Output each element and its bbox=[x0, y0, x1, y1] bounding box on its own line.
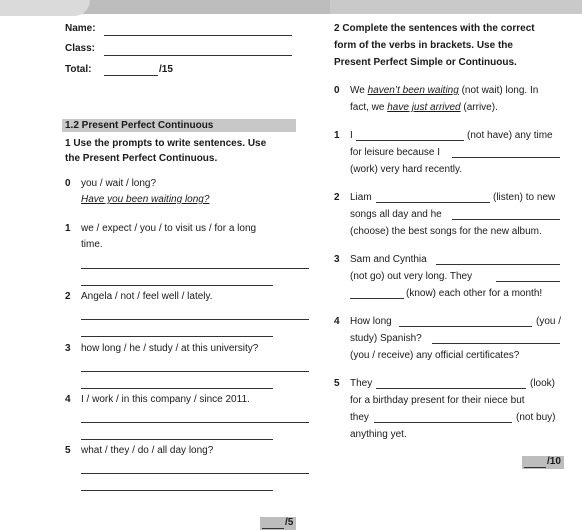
answer-blank[interactable] bbox=[374, 422, 512, 423]
item-prompt: I / work / in this company / since 2011. bbox=[81, 394, 250, 405]
item-prompt: how long / he / study / at this university? bbox=[81, 343, 259, 354]
instruction-1b: the Present Perfect Continuous. bbox=[65, 153, 218, 164]
class-label: Class: bbox=[65, 43, 96, 54]
answer-blank[interactable] bbox=[496, 281, 560, 282]
answer-blank[interactable] bbox=[376, 202, 490, 203]
item-text: for a birthday present for their niece but bbox=[350, 395, 525, 406]
answer-blank[interactable] bbox=[356, 140, 464, 141]
item-number: 4 bbox=[334, 316, 340, 327]
item-text: They bbox=[350, 378, 373, 389]
item-text: they bbox=[350, 412, 369, 423]
answer-line[interactable] bbox=[81, 422, 309, 423]
item-prompt: Angela / not / feel well / lately. bbox=[81, 291, 213, 302]
example-answer: haven’t been waiting bbox=[367, 85, 459, 96]
answer-blank[interactable] bbox=[350, 298, 404, 299]
item-text: (not have) any time bbox=[467, 130, 553, 141]
answer-line[interactable] bbox=[81, 268, 309, 269]
item-text: (you / bbox=[536, 316, 562, 327]
item-number: 5 bbox=[65, 445, 71, 456]
item-number: 1 bbox=[334, 130, 340, 141]
answer-line[interactable] bbox=[81, 336, 273, 337]
example-sentence-continued bbox=[350, 102, 498, 113]
answer-blank[interactable] bbox=[452, 157, 560, 158]
item-text: songs all day and he bbox=[350, 209, 442, 220]
answer-line[interactable] bbox=[81, 319, 309, 320]
total-line[interactable] bbox=[104, 75, 158, 76]
answer-blank[interactable] bbox=[452, 219, 560, 220]
item-text: (choose) the best songs for the new album. bbox=[350, 226, 542, 237]
answer-blank[interactable] bbox=[376, 388, 526, 389]
answer-line[interactable] bbox=[81, 371, 309, 372]
item-number: 3 bbox=[65, 343, 71, 354]
item-number: 0 bbox=[334, 85, 340, 96]
total-label: Total: bbox=[65, 64, 92, 75]
instruction-1: 1 Use the prompts to write sentences. Use bbox=[65, 138, 267, 149]
answer-line[interactable] bbox=[81, 473, 309, 474]
instruction-2c: Present Perfect Simple or Continuous. bbox=[334, 57, 517, 68]
item-number: 4 bbox=[65, 394, 71, 405]
answer-line[interactable] bbox=[81, 439, 273, 440]
example-number: 0 bbox=[65, 178, 71, 189]
example-prompt: you / wait / long? bbox=[81, 178, 157, 189]
total-max: /15 bbox=[159, 64, 173, 75]
example-text: (arrive). bbox=[460, 102, 498, 113]
score-line[interactable] bbox=[524, 467, 546, 468]
item-number: 3 bbox=[334, 254, 340, 265]
name-line[interactable] bbox=[104, 35, 292, 36]
item-prompt: what / they / do / all day long? bbox=[81, 445, 214, 456]
instruction-2b: form of the verbs in brackets. Use the bbox=[334, 40, 513, 51]
item-number: 5 bbox=[334, 378, 340, 389]
item-text: Sam and Cynthia bbox=[350, 254, 427, 265]
item-text: for leisure because I bbox=[350, 147, 441, 158]
item-text: (know) each other for a month! bbox=[406, 288, 543, 299]
item-text: How long bbox=[350, 316, 392, 327]
class-line[interactable] bbox=[104, 55, 292, 56]
example-sentence bbox=[350, 85, 538, 96]
item-text: (work) very hard recently. bbox=[350, 164, 463, 175]
item-text: (you / receive) any official certificates? bbox=[350, 350, 520, 361]
example-text: (not wait) long. In bbox=[458, 85, 539, 96]
section-title: 1.2 Present Perfect Continuous bbox=[65, 120, 214, 131]
answer-blank[interactable] bbox=[436, 264, 560, 265]
example-text: fact, we bbox=[350, 102, 388, 113]
answer-blank[interactable] bbox=[399, 326, 532, 327]
item-text: anything yet. bbox=[350, 429, 407, 440]
item-number: 2 bbox=[65, 291, 71, 302]
item-prompt: we / expect / you / to visit us / for a long bbox=[81, 223, 257, 234]
answer-line[interactable] bbox=[81, 285, 273, 286]
score-max: /5 bbox=[285, 517, 294, 528]
answer-line[interactable] bbox=[81, 490, 273, 491]
item-prompt-continued: time. bbox=[81, 239, 103, 250]
item-text: (not go) out very long. They bbox=[350, 271, 473, 282]
item-text: (listen) to new bbox=[493, 192, 556, 203]
name-label: Name: bbox=[65, 23, 96, 34]
instruction-2: 2 Complete the sentences with the correct bbox=[334, 23, 535, 34]
score-max: /10 bbox=[547, 456, 561, 467]
item-text: Liam bbox=[350, 192, 372, 203]
item-number: 2 bbox=[334, 192, 340, 203]
item-text: (not buy) bbox=[516, 412, 556, 423]
item-number: 1 bbox=[65, 223, 71, 234]
top-decoration bbox=[0, 0, 90, 16]
item-text: study) Spanish? bbox=[350, 333, 422, 344]
example-answer: have just arrived bbox=[387, 102, 461, 113]
answer-blank[interactable] bbox=[432, 343, 560, 344]
item-text: I bbox=[350, 130, 353, 141]
example-answer: Have you been waiting long? bbox=[81, 194, 210, 205]
answer-line[interactable] bbox=[81, 388, 273, 389]
item-text: (look) bbox=[530, 378, 556, 389]
example-text: We bbox=[350, 85, 368, 96]
